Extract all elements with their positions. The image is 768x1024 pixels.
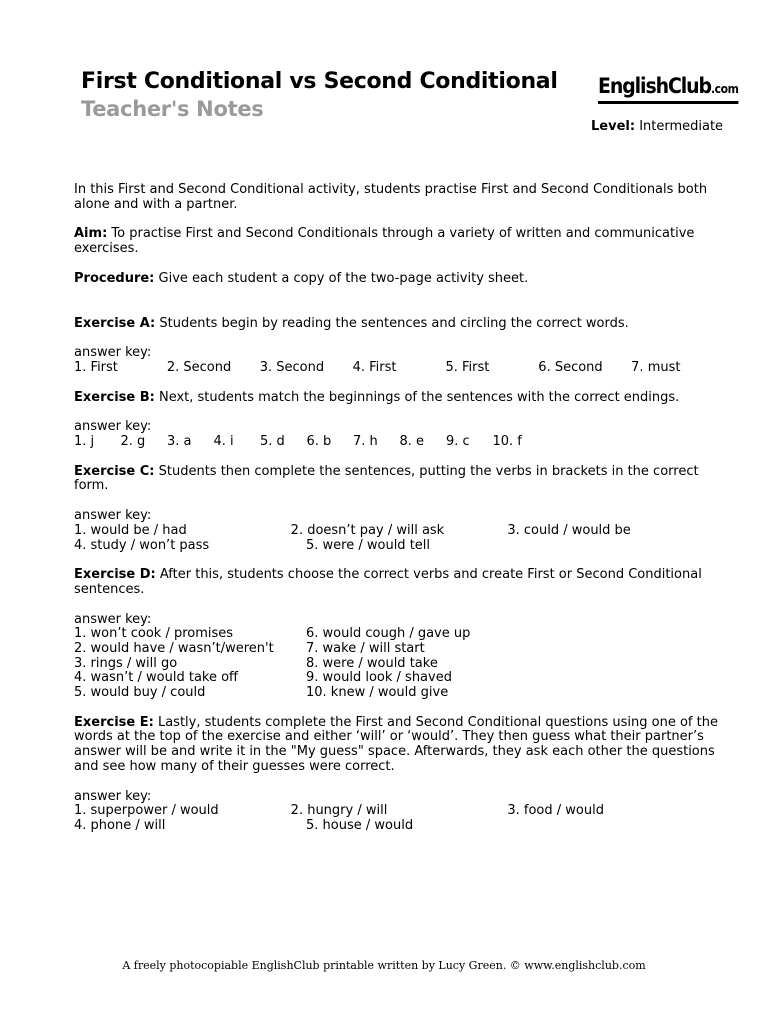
answer-item: 5. house / would (306, 817, 414, 833)
exercise-c-label: Exercise C: (74, 463, 155, 479)
exercise-b-answers (74, 435, 724, 450)
exercise-e-text: Lastly, students complete the First and Second Conditional questions using one of the words at the top of the exercise and either ‘will’ or ‘would’. They then guess what their partner’s answer will be and write it in the "My guess" space. Afterwards, they ask each other the questions and see how many of their guesses were correct. (74, 714, 718, 774)
exercise-c-answers-row-1 (74, 524, 724, 539)
aim-label: Aim: (74, 226, 108, 242)
exercise-e-paragraph (74, 716, 724, 775)
exercise-a-answers (74, 361, 724, 376)
procedure-label: Procedure: (74, 270, 155, 286)
answer-item: 10. f (492, 434, 522, 450)
answer-key-label: answer key: (74, 345, 152, 361)
exercise-d-answers-row-3 (74, 657, 724, 672)
aim-paragraph (74, 227, 724, 256)
answer-item: 3. food / would (507, 803, 604, 819)
answer-key-label: answer key: (74, 788, 152, 804)
exercise-c-answers-row-2 (74, 539, 724, 554)
answer-item: 2. would have / wasn’t/weren't (74, 640, 274, 656)
exercise-b-text: Next, students match the beginnings of the sentences with the correct endings. (158, 389, 680, 405)
exercise-c-text: Students then complete the sentences, putting the verbs in brackets in the correct form. (74, 463, 699, 494)
page-subtitle: Teacher's Notes (81, 97, 264, 121)
procedure-text: Give each student a copy of the two-page activity sheet. (158, 270, 529, 286)
exercise-d-answers-row-2 (74, 642, 724, 657)
exercise-d-answers-row-5 (74, 686, 724, 701)
exercise-b-label: Exercise B: (74, 389, 155, 405)
answer-item: 1. would be / had (74, 522, 187, 538)
answer-item: 4. First (352, 359, 397, 375)
answer-item: 3. Second (259, 359, 325, 375)
answer-item: 7. must (631, 359, 681, 375)
exercise-a-label: Exercise A: (74, 315, 156, 331)
answer-item: 3. could / would be (507, 522, 631, 538)
answer-item: 1. won’t cook / promises (74, 626, 234, 642)
answer-item: 8. were / would take (306, 655, 438, 671)
logo-main-text: EnglishClub (598, 74, 712, 98)
exercise-e-answers-row-2 (74, 819, 724, 834)
exercise-d-answers-row-4 (74, 671, 724, 686)
aim-text: To practise First and Second Conditionals through a variety of written and communicative exercises. (74, 226, 695, 257)
exercise-d-paragraph (74, 568, 724, 597)
procedure-paragraph (74, 272, 724, 287)
answer-item: 7. h (353, 434, 378, 450)
answer-item: 9. c (446, 434, 470, 450)
level-value: Intermediate (639, 119, 724, 134)
page-footer: A freely photocopiable EnglishClub printable written by Lucy Green. © www.englishclub.com (122, 959, 646, 972)
answer-item: 1. superpower / would (74, 803, 219, 819)
exercise-e-answers-row-1 (74, 804, 724, 819)
exercise-b-paragraph (74, 391, 724, 406)
answer-item: 2. Second (166, 359, 232, 375)
answer-item: 2. doesn’t pay / will ask (290, 522, 445, 538)
englishclub-logo[interactable] (598, 74, 738, 104)
answer-key-label: answer key: (74, 611, 152, 627)
logo-suffix-text: .com (711, 82, 739, 96)
answer-item: 3. rings / will go (74, 655, 178, 671)
answer-item: 3. a (167, 434, 192, 450)
answer-item: 4. i (213, 434, 234, 450)
answer-item: 2. g (120, 434, 146, 450)
exercise-e-label: Exercise E: (74, 714, 154, 730)
answer-item: 5. would buy / could (74, 685, 206, 701)
level-indicator (591, 119, 723, 134)
exercise-a-text: Students begin by reading the sentences and circling the correct words. (159, 315, 629, 331)
answer-key-label: answer key: (74, 508, 152, 524)
answer-item: 7. wake / will start (306, 640, 425, 656)
answer-item: 6. b (306, 434, 332, 450)
answer-item: 4. wasn’t / would take off (74, 670, 239, 686)
intro-paragraph: In this First and Second Conditional activity, students practise First and Second Conditionals both alone and with a partner. (74, 182, 708, 212)
answer-item: 2. hungry / will (290, 803, 388, 819)
answer-item: 8. e (399, 434, 425, 450)
answer-item: 5. d (260, 434, 285, 450)
exercise-d-answers-row-1 (74, 627, 724, 642)
answer-item: 1. j (74, 434, 95, 450)
exercise-d-label: Exercise D: (74, 567, 156, 583)
exercise-a-paragraph (74, 317, 724, 332)
answer-item: 4. phone / will (74, 817, 166, 833)
answer-item: 6. would cough / gave up (306, 626, 471, 642)
teacher-notes-body (74, 183, 724, 834)
exercise-d-text: After this, students choose the correct verbs and create First or Second Conditional sentences. (74, 567, 702, 597)
answer-item: 5. First (445, 359, 490, 375)
answer-item: 4. study / won’t pass (74, 537, 210, 553)
answer-item: 10. knew / would give (306, 685, 449, 701)
answer-item: 5. were / would tell (306, 537, 431, 553)
answer-item: 1. First (74, 359, 118, 375)
answer-key-label: answer key: (74, 419, 152, 435)
answer-item: 9. would look / shaved (306, 670, 452, 686)
answer-item: 6. Second (538, 359, 603, 375)
page-title: First Conditional vs Second Conditional (81, 69, 558, 94)
level-label: Level: (591, 119, 636, 134)
exercise-c-paragraph (74, 465, 724, 494)
